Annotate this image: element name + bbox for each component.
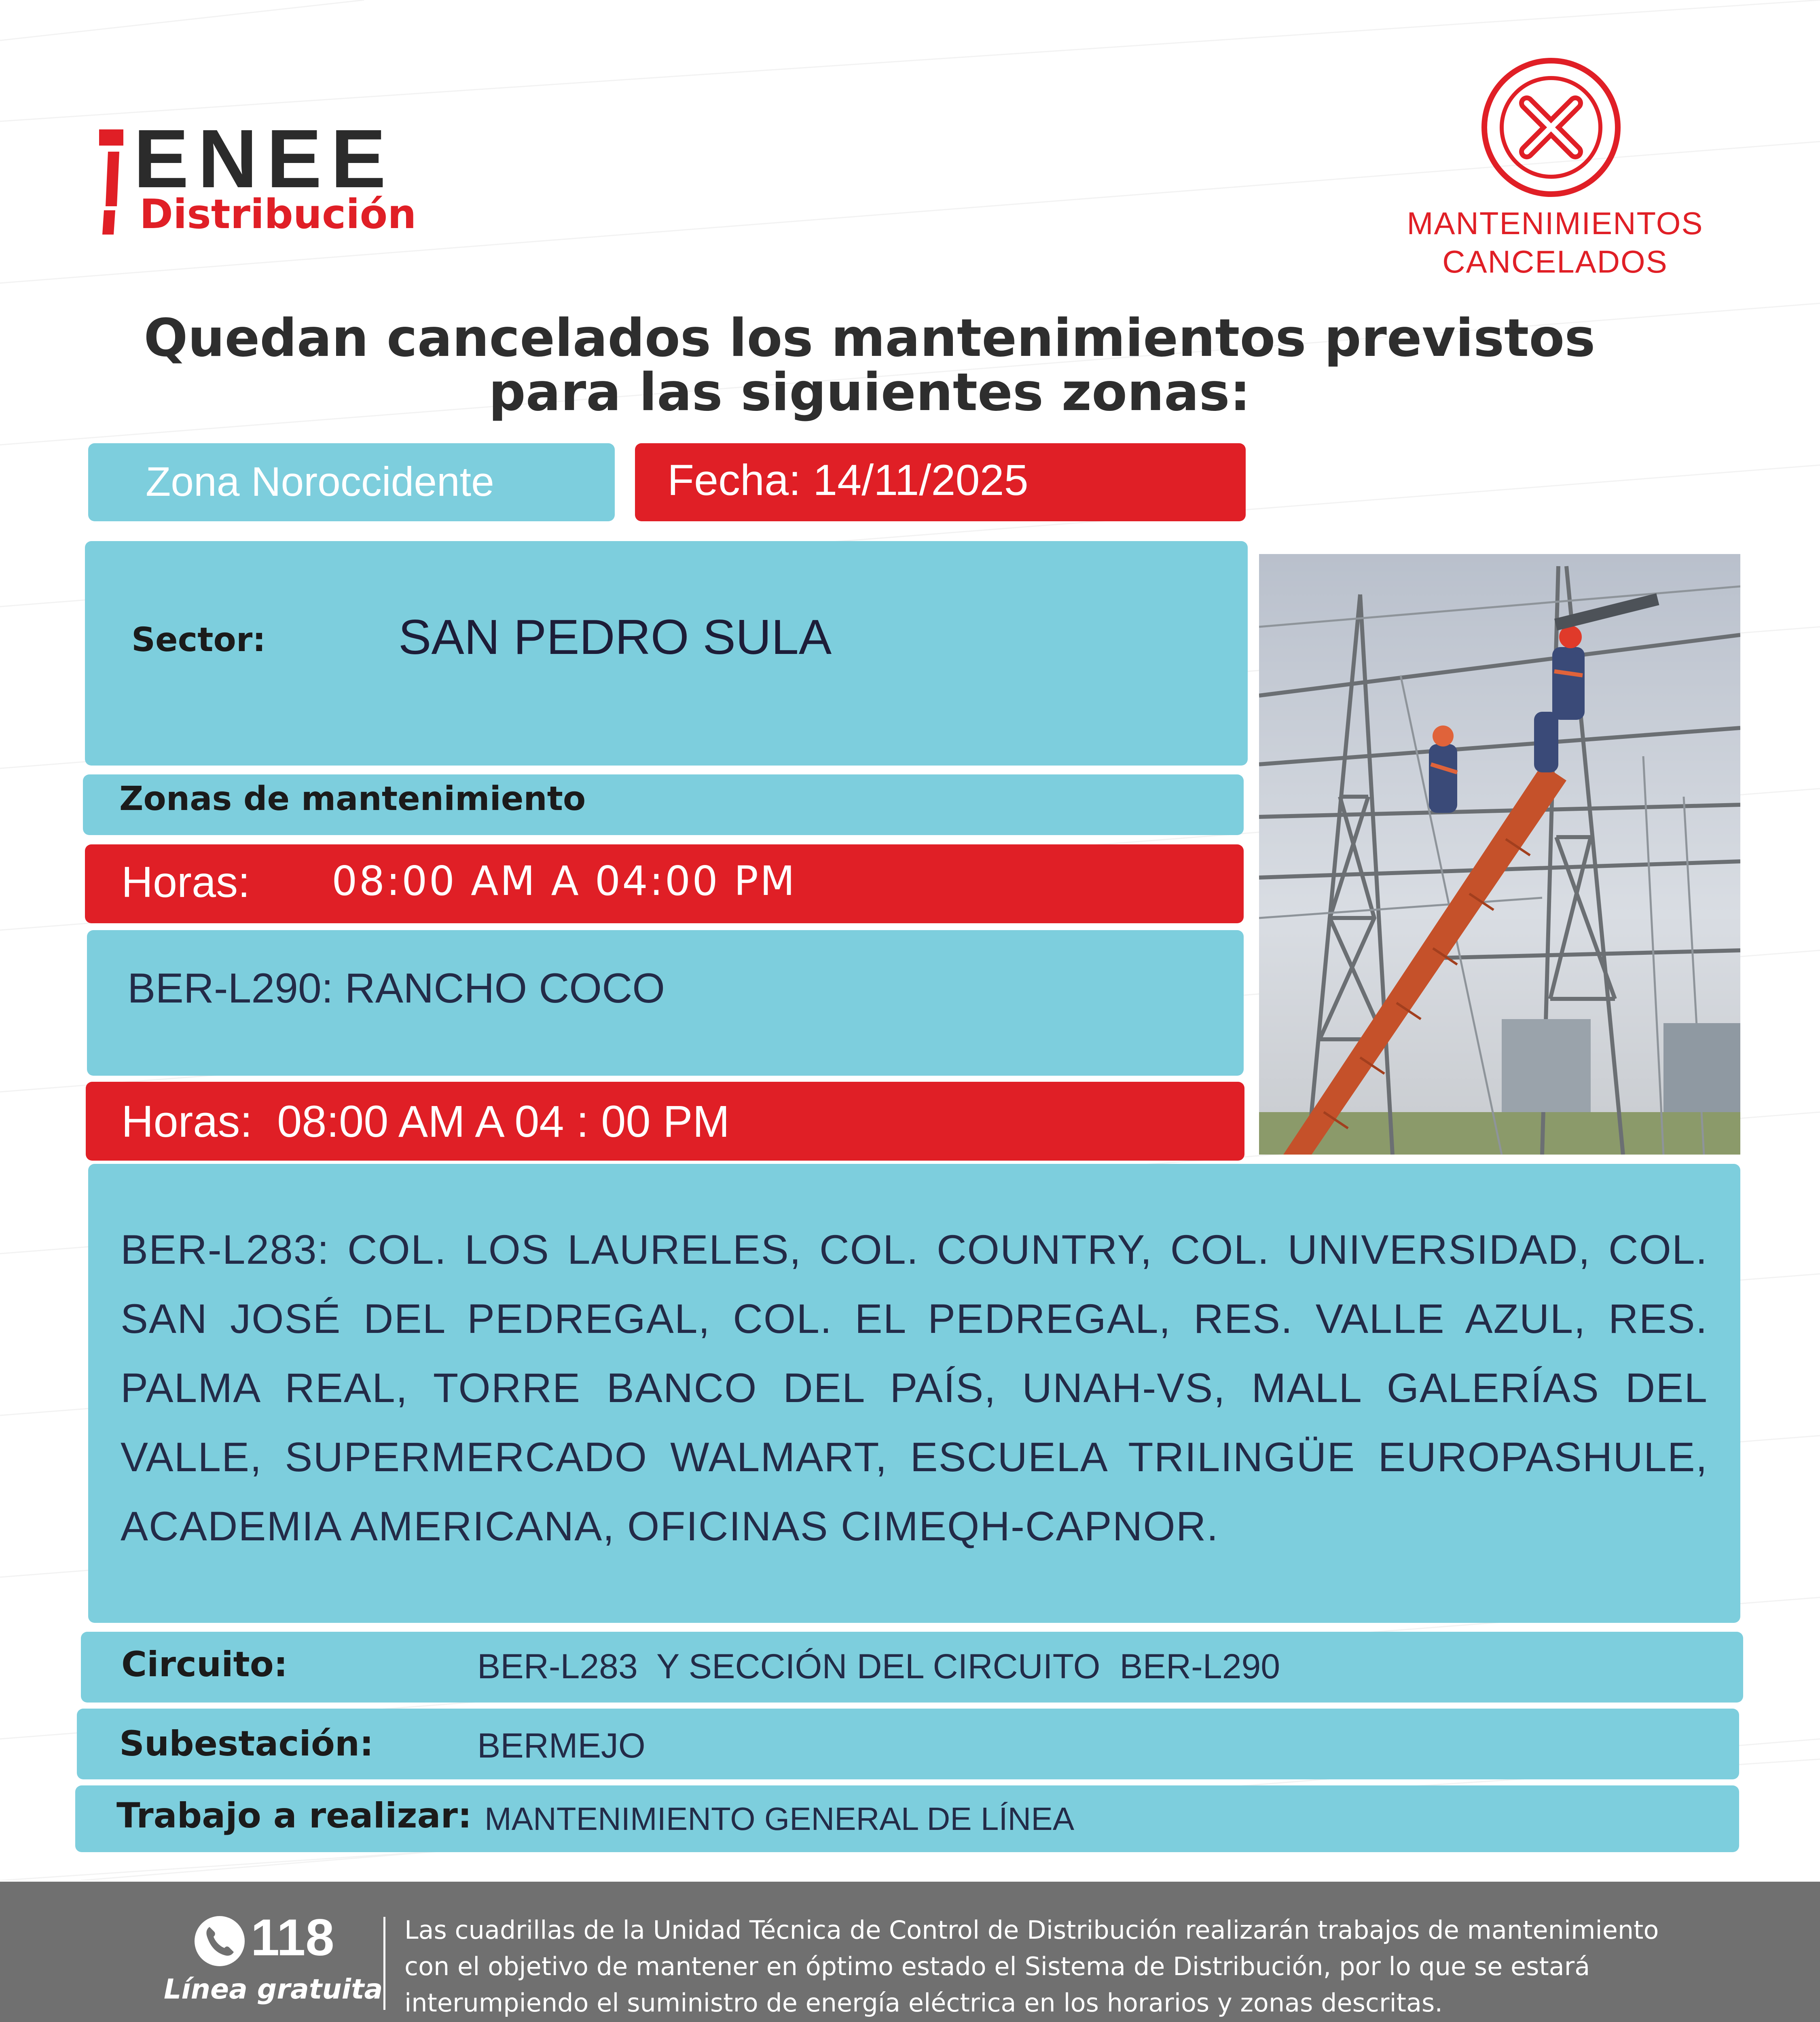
substation-label: Subestación: [119,1724,374,1764]
cancel-badge-label [1363,204,1747,281]
cancel-x-icon [1480,57,1622,198]
cancel-badge-line2: CANCELADOS [1442,244,1668,280]
footer-divider [383,1917,385,2010]
sector-value: SAN PEDRO SULA [398,609,832,664]
zone-name: Zona Noroccidente [146,459,494,505]
phone-number[interactable]: 118 [251,1909,334,1967]
circuit-value: BER-L283 Y SECCIÓN DEL CIRCUITO BER-L290 [477,1647,1280,1686]
date-text: Fecha: 14/11/2025 [667,455,1029,504]
cancel-badge-line1: MANTENIMIENTOS [1407,205,1704,241]
linemen-photo [1259,554,1740,1155]
sector-label: Sector: [131,621,266,659]
substation-value: BERMEJO [477,1726,645,1765]
headline [40,308,1699,423]
headline-line1: Quedan cancelados los mantenimientos previstos [144,308,1596,368]
footer-text: Las cuadrillas de la Unidad Técnica de Control de Distribución realizarán trabajos de mantenimiento con el objetivo de mantener en óptimo estado el Sistema de Distribución, por lo que se estará interumpiendo el suministro de energía eléctrica en los horarios y zonas descritas. [404,1915,1659,2018]
zones-list-2: BER-L283: COL. LOS LAURELES, COL. COUNTRY, COL. UNIVERSIDAD, COL. SAN JOSÉ DEL PEDREGAL, COL. EL PEDREGAL, RES. VALLE AZUL, RES. PALMA REAL, TORRE BANCO DEL PAÍS, UNAH-VS, MALL GALERÍAS DEL VALLE, SUPERMERCADO WALMART, ESCUELA TRILINGÜE EUROPASHULE, ACADEMIA AMERICANA, OFICINAS CIMEQH-CAPNOR. [121,1227,1708,1549]
zones-header-label: Zonas de mantenimiento [119,780,586,818]
phone-label: Línea gratuita [164,1973,383,2005]
enee-logo-mark [99,129,123,235]
work-value: MANTENIMIENTO GENERAL DE LÍNEA [485,1801,1075,1837]
brand-sub: Distribución [140,190,417,238]
zones-list-1: BER-L290: RANCHO COCO [127,965,665,1012]
circuit-label: Circuito: [121,1644,288,1685]
hours-text-2: Horas: 08:00 AM A 04 : 00 PM [121,1097,730,1146]
phone-icon [193,1915,246,1967]
hours-label-1: Horas: [121,857,250,906]
hours-value-1: 08:00 AM A 04:00 PM [332,857,797,905]
headline-line2: para las siguientes zonas: [489,362,1251,423]
brand-name: ENEE [133,112,395,205]
work-label: Trabajo a realizar: [116,1796,472,1836]
